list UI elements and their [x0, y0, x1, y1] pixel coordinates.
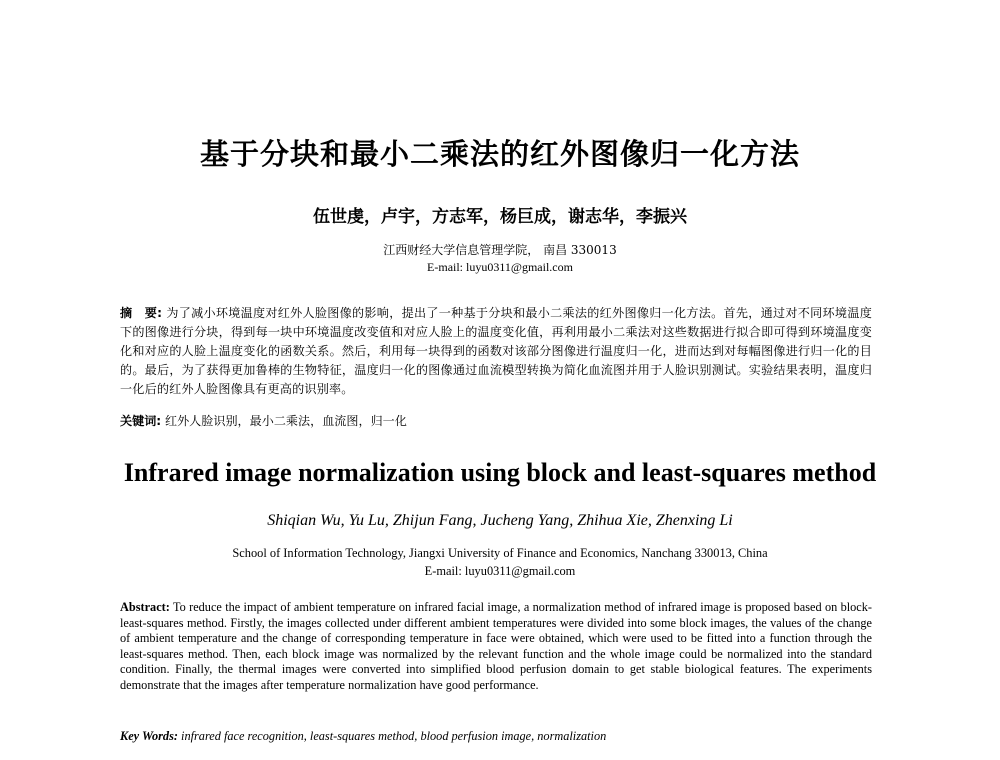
- chinese-authors: 伍世虔，卢宇，方志军，杨巨成，谢志华，李振兴: [313, 207, 687, 227]
- english-keywords-label: Key Words:: [120, 729, 178, 743]
- chinese-email: E-mail: luyu0311@gmail.com: [427, 260, 573, 274]
- chinese-keywords-text: 红外人脸识别，最小二乘法，血流图，归一化: [161, 414, 407, 428]
- english-affiliation: School of Information Technology, Jiangxi University of Finance and Economics, Nanchang 330013, China: [232, 546, 768, 560]
- english-keywords-text: infrared face recognition, least-squares method, blood perfusion image, normalization: [177, 729, 607, 743]
- english-authors: Shiqian Wu, Yu Lu, Zhijun Fang, Jucheng Yang, Zhihua Xie, Zhenxing Li: [267, 512, 733, 529]
- english-abstract-text: To reduce the impact of ambient temperature on infrared facial image, a normalization method of infrared image is proposed based on block-least-squares method. Firstly, the images collected under different ambient temperatures were divided into some block images, the values of the change of ambient temperature and the change of corresponding temperature in face were obtained, which were used to be fitted into a function through the least-squares method. Then, each block image was normalized by the relevant function and the whole image could be normalized into the standard condition. Finally, the thermal images were converted into simplified blood perfusion domain to get stable biological features. The experiments demonstrate that the images after temperature normalization have good performance.: [120, 600, 872, 692]
- english-abstract-label: Abstract:: [120, 600, 170, 614]
- chinese-abstract: [120, 304, 872, 399]
- english-abstract: [120, 600, 872, 694]
- english-title: Infrared image normalization using block and least-squares method: [123, 458, 877, 487]
- chinese-keywords: [120, 412, 872, 429]
- english-email: E-mail: luyu0311@gmail.com: [424, 564, 576, 578]
- chinese-abstract-text: 为了减小环境温度对红外人脸图像的影响，提出了一种基于分块和最小二乘法的红外图像归一化方法。首先，通过对不同环境温度下的图像进行分块，得到每一块中环境温度改变值和对应人脸上的温度变化值，再利用最小二乘法对这些数据进行拟合即可得到环境温度变化和对应的人脸上温度变化的函数关系。然后，利用每一块得到的函数对该部分图像进行温度归一化，进而达到对每幅图像进行归一化的目的。最后，为了获得更加鲁棒的生物特征，温度归一化的图像通过血流模型转换为简化血流图并用于人脸识别测试。实验结果表明，温度归一化后的红外人脸图像具有更高的识别率。: [120, 306, 872, 396]
- chinese-title: 基于分块和最小二乘法的红外图像归一化方法: [199, 137, 800, 171]
- english-keywords: [120, 729, 880, 744]
- chinese-abstract-label: 摘 要:: [120, 306, 163, 320]
- chinese-affiliation: 江西财经大学信息管理学院， 南昌 330013: [383, 243, 617, 257]
- chinese-keywords-label: 关键词:: [120, 414, 162, 428]
